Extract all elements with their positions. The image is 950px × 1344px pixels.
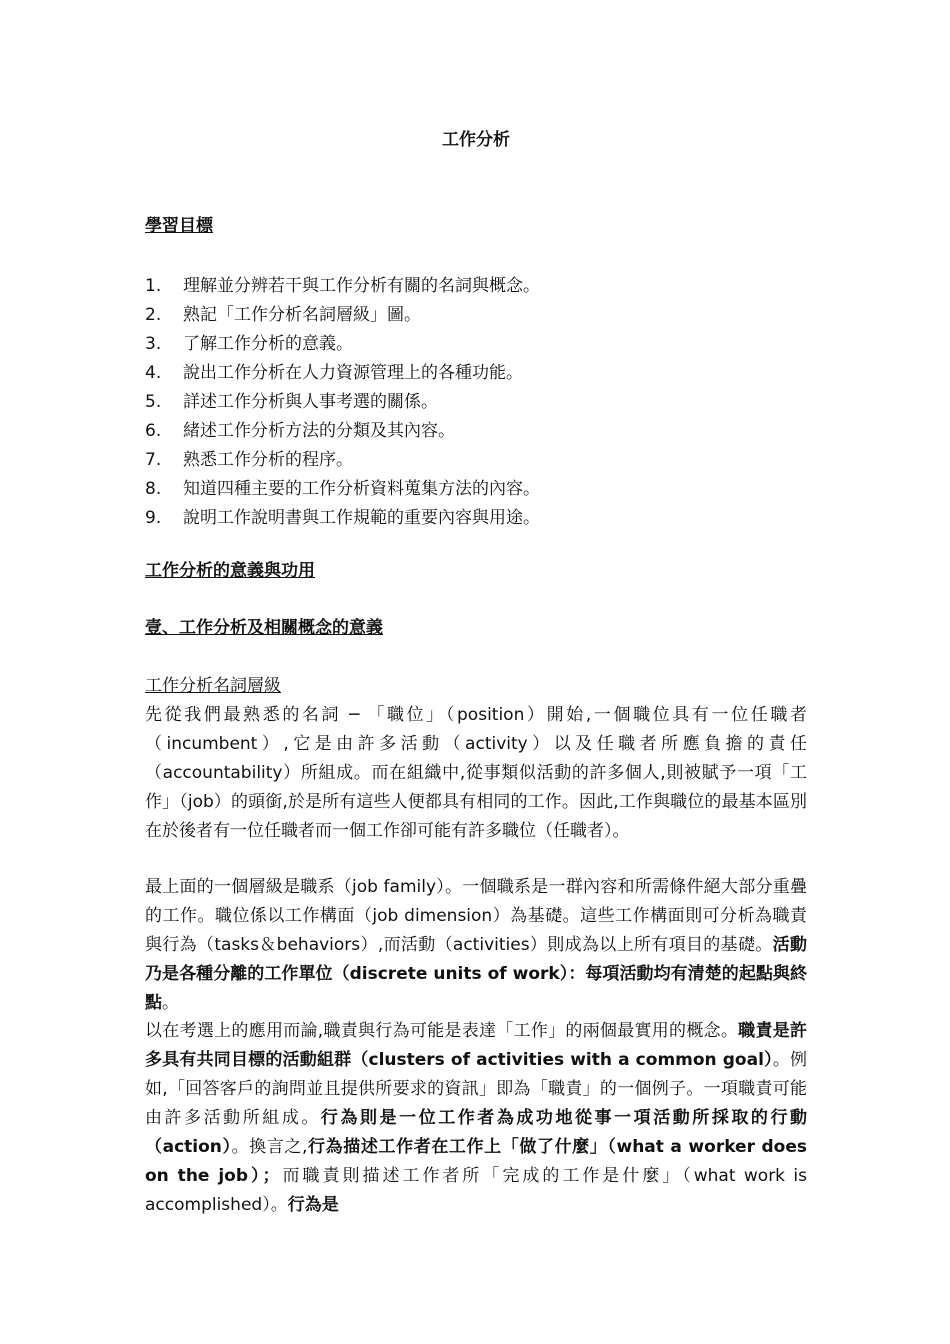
paragraph-job-family: 最上面的一個層級是職系（job family）。一個職系是一群內容和所需條件絕大部分重疊的工作。職位係以工作構面（job dimension）為基礎。這些工作構面則可分析為職責與行為（tasks＆behaviors）,而活動（activities）則成為以上所有項目的基礎。活動乃是各種分離的工作單位（discrete units of work）：每項活動均有清楚的起點與終點。 (145, 877, 807, 1013)
paragraph-tasks-behaviors: 以在考選上的應用而論,職責與行為可能是表達「工作」的兩個最實用的概念。職責是許多具有共同目標的活動組群（clusters of activities with a common goal）。例如,「回答客戶的詢問並且提供所要求的資訊」即為「職責」的一個例子。一項職責可能由許多活動所組成。行為則是一位工作者為成功地從事一項活動所採取的行動（action）。換言之,行為描述工作者在工作上「做了什麼」（what a worker does on the job）；而職責則描述工作者所「完成的工作是什麼」（what work is accomplished）。行為是 (145, 1021, 808, 1215)
list-item: 9. 說明工作說明書與工作規範的重要內容與用途。 (145, 508, 540, 528)
list-item: 4. 說出工作分析在人力資源管理上的各種功能。 (145, 363, 523, 383)
list-item: 2. 熟記「工作分析名詞層級」圖。 (145, 305, 421, 325)
document-title: 工作分析 (442, 130, 510, 150)
list-item: 3. 了解工作分析的意義。 (145, 334, 353, 354)
section-heading-meaning-function: 工作分析的意義與功用 (145, 561, 315, 581)
paragraph-position-job: 先從我們最熟悉的名詞 ─ 「職位」（position）開始,一個職位具有一位任職者（incumbent）,它是由許多活動（activity）以及任職者所應負擔的責任（accountability）所組成。而在組織中,從事類似活動的許多個人,則被賦予一項「工作」（job）的頭銜,於是所有這些人便都具有相同的工作。因此,工作與職位的最基本區別在於後者有一位任職者而一個工作卻可能有許多職位（任職者）。 (145, 705, 807, 841)
learning-goals-heading: 學習目標 (145, 216, 213, 236)
list-item: 8. 知道四種主要的工作分析資料蒐集方法的內容。 (145, 479, 540, 499)
list-item: 6. 緒述工作分析方法的分類及其內容。 (145, 421, 455, 441)
section-heading-concepts: 壹、工作分析及相關概念的意義 (145, 618, 383, 638)
learning-goals-list (145, 272, 540, 533)
list-item: 5. 詳述工作分析與人事考選的關係。 (145, 392, 438, 412)
subsection-heading-hierarchy: 工作分析名詞層級 (145, 676, 281, 696)
list-item: 1. 理解並分辨若干與工作分析有關的名詞與概念。 (145, 276, 540, 296)
list-item: 7. 熟悉工作分析的程序。 (145, 450, 353, 470)
